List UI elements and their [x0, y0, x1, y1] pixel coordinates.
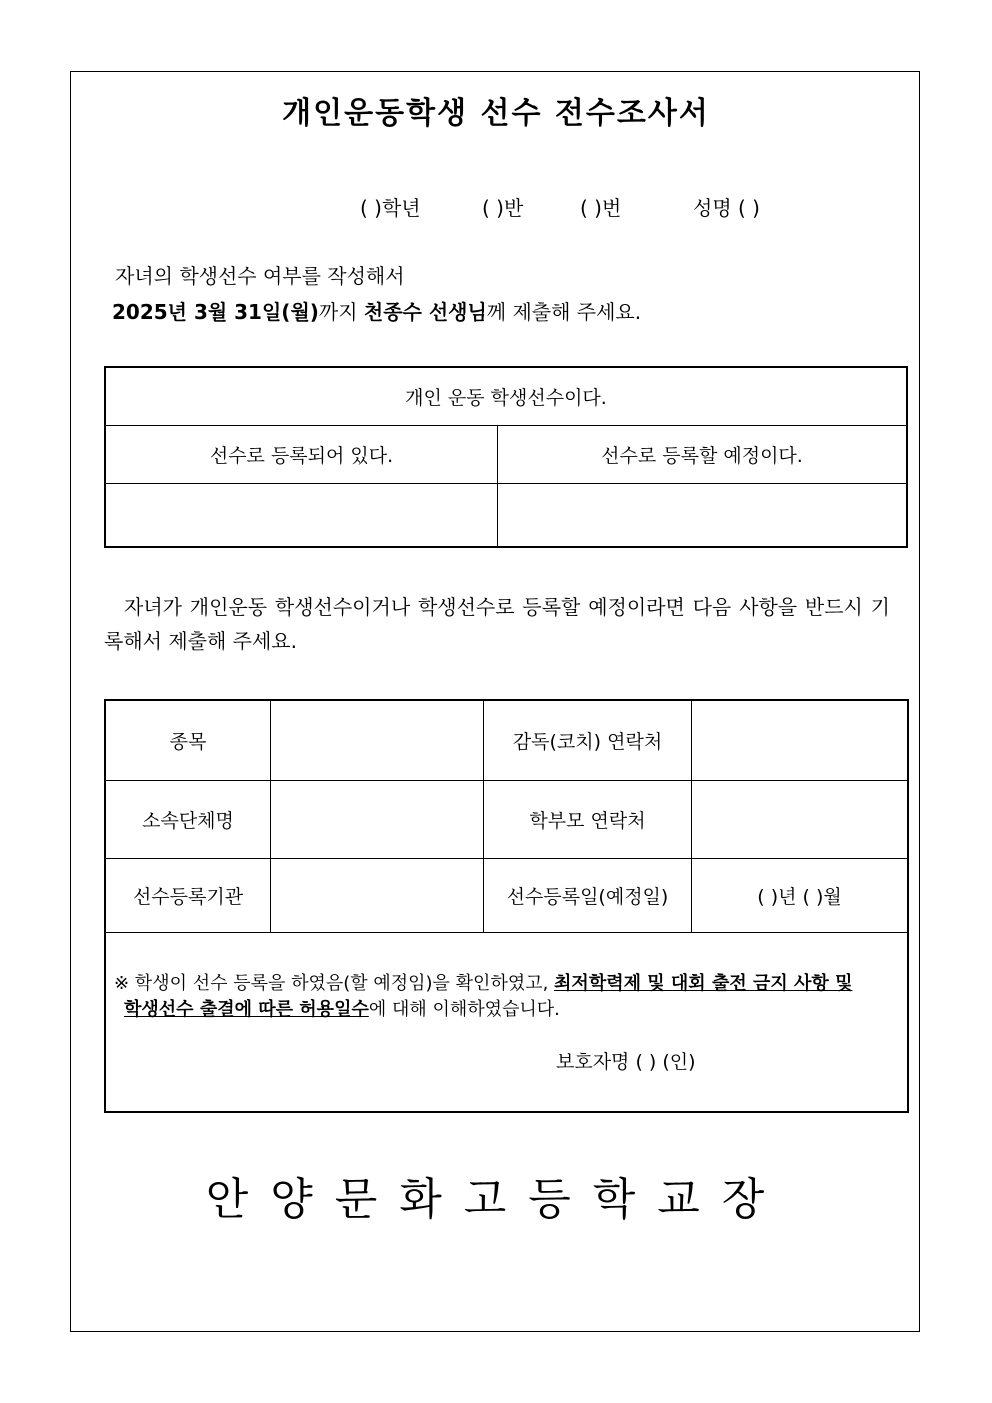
note-suffix: 에 대해 이해하였습니다. [368, 998, 560, 1020]
note-line2 [124, 995, 560, 1021]
status-registered-label: 선수로 등록되어 있다. [105, 425, 498, 483]
registration-org-label: 선수등록기관 [105, 858, 271, 932]
intro-line2 [112, 296, 641, 325]
school-principal: 안양문화고등학교장 [205, 1174, 787, 1225]
team-name-field[interactable] [271, 780, 484, 858]
note-underline1: 최저학력제 및 대회 출전 금지 사항 및 [554, 972, 853, 994]
intro-line1: 자녀의 학생선수 여부를 작성해서 [115, 264, 405, 288]
registration-date-field[interactable]: ( )년 ( )월 [692, 858, 909, 932]
parent-contact-label: 학부모 연락처 [484, 780, 692, 858]
guardian-signature[interactable]: 보호자명 ( ) (인) [556, 1050, 696, 1073]
sport-field[interactable] [271, 700, 484, 780]
coach-contact-field[interactable] [692, 700, 909, 780]
note-prefix: ※ 학생이 선수 등록을 하였음(할 예정임)을 확인하였고, [114, 972, 555, 994]
student-info-name: 성명 ( ) [693, 196, 760, 220]
coach-contact-label: 감독(코치) 연락처 [484, 700, 692, 780]
confirmation-note [105, 932, 908, 1112]
teacher-name: 천종수 선생님 [363, 300, 487, 324]
status-table [104, 366, 908, 548]
detail-table [104, 699, 909, 1113]
registration-org-field[interactable] [271, 858, 484, 932]
registration-date-label: 선수등록일(예정일) [484, 858, 692, 932]
note-line1 [114, 969, 852, 995]
status-header: 개인 운동 학생선수이다. [105, 367, 907, 425]
document-title: 개인운동학생 선수 전수조사서 [282, 96, 710, 131]
note-underline2: 학생선수 출결에 따른 허용일수 [124, 998, 369, 1020]
parent-contact-field[interactable] [692, 780, 909, 858]
status-planned-check[interactable] [498, 483, 908, 547]
student-info-grade: ( )학년 [360, 196, 421, 220]
sport-label: 종목 [105, 700, 271, 780]
student-info-class: ( )반 [482, 196, 524, 220]
status-planned-label: 선수로 등록할 예정이다. [498, 425, 908, 483]
instruction-paragraph: 자녀가 개인운동 학생선수이거나 학생선수로 등록할 예정이라면 다음 사항을 반드시 기록해서 제출해 주세요. [104, 595, 890, 653]
team-name-label: 소속단체명 [105, 780, 271, 858]
status-registered-check[interactable] [105, 483, 498, 547]
deadline: 2025년 3월 31일(월) [112, 300, 319, 324]
student-info-number: ( )번 [580, 196, 622, 220]
submit-text: 께 제출해 주세요. [486, 300, 642, 324]
until-text: 까지 [318, 300, 364, 324]
